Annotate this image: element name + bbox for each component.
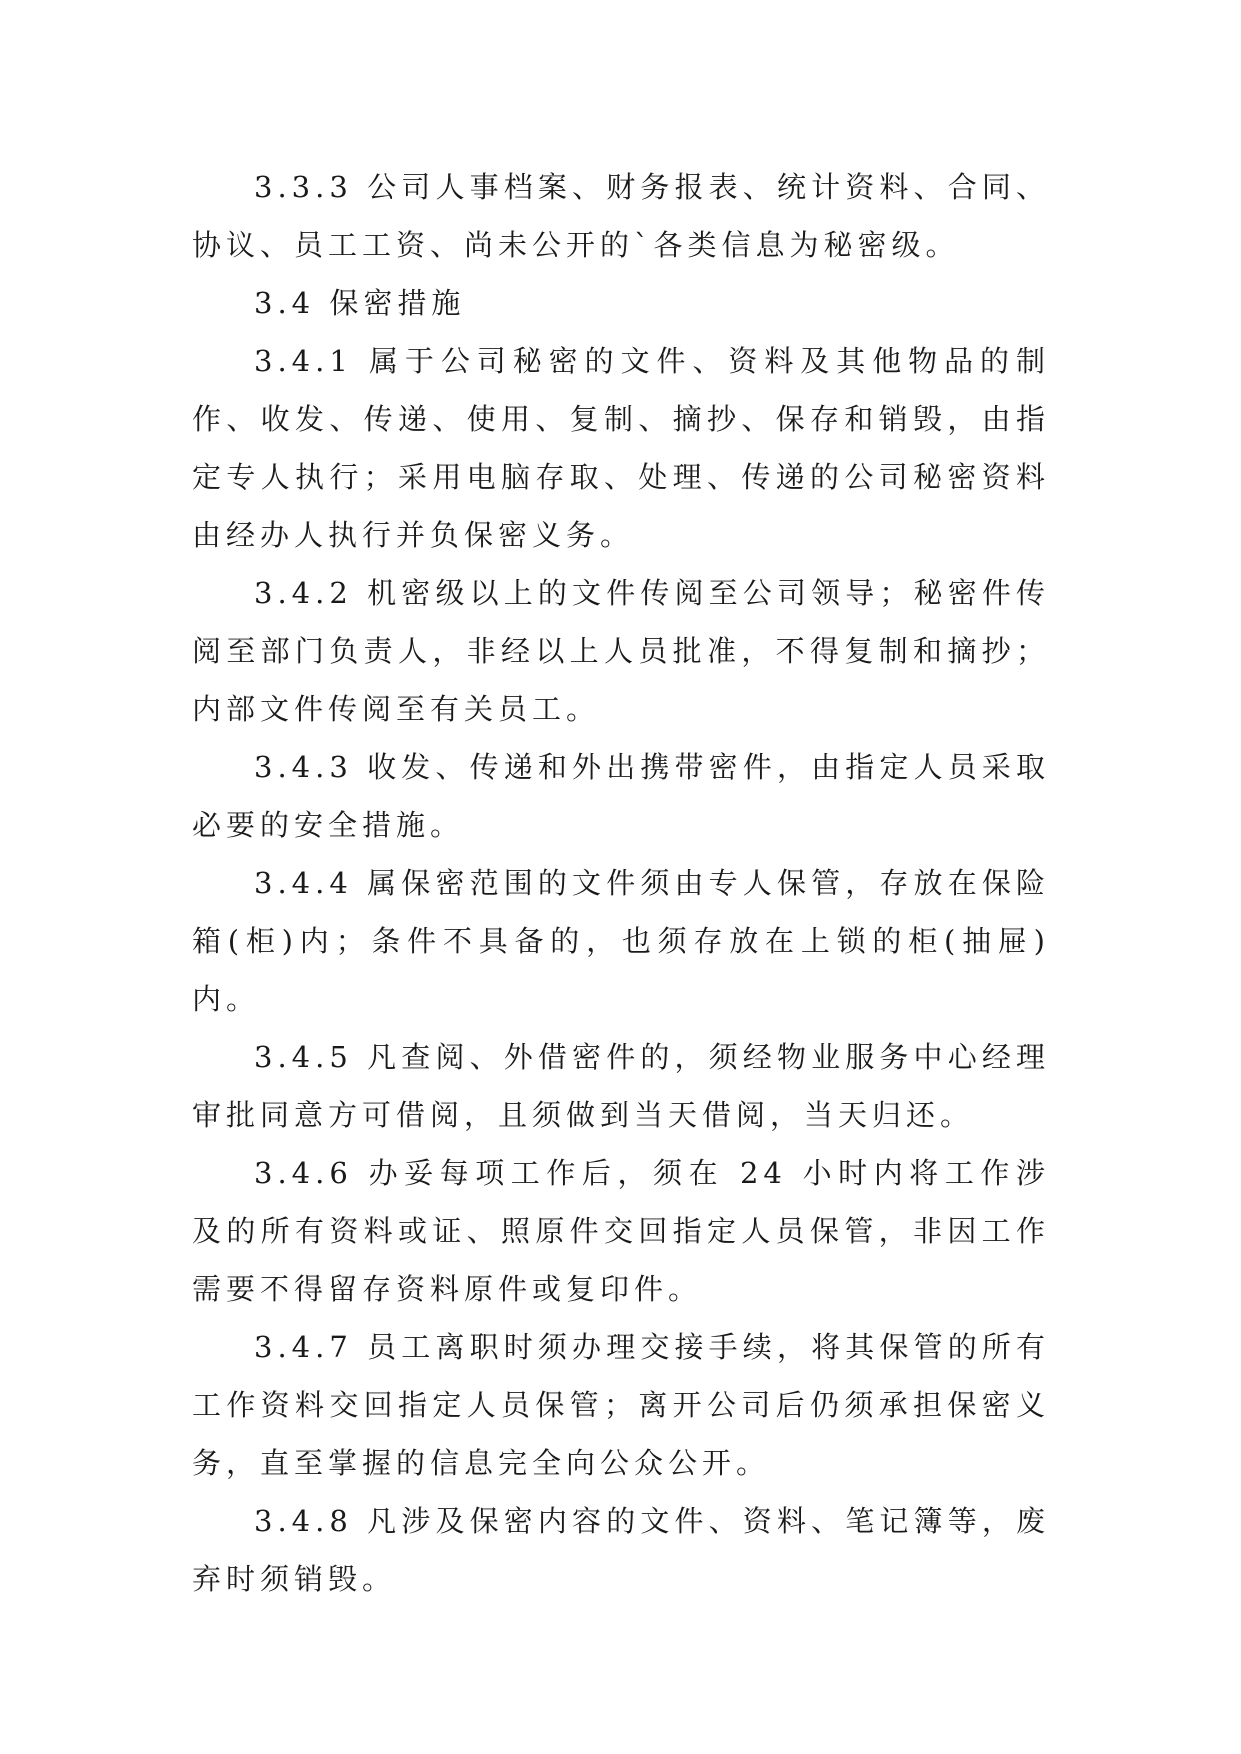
heading-3-4-confidentiality-measures: 3.4 保密措施 <box>254 286 466 320</box>
paragraph-3-4-8: 3.4.8 凡涉及保密内容的文件、资料、笔记簿等，废弃时须销毁。 <box>192 1504 1050 1596</box>
paragraph-3-4-1: 3.4.1 属于公司秘密的文件、资料及其他物品的制作、收发、传递、使用、复制、摘抄、保存和销毁，由指定专人执行；采用电脑存取、处理、传递的公司秘密资料由经办人执行并负保密义务。 <box>192 344 1050 552</box>
paragraph-3-4-6: 3.4.6 办妥每项工作后，须在 24 小时内将工作涉及的所有资料或证、照原件交回指定人员保管，非因工作需要不得留存资料原件或复印件。 <box>192 1156 1050 1306</box>
paragraph-3-3-3: 3.3.3 公司人事档案、财务报表、统计资料、合同、协议、员工工资、尚未公开的`各类信息为秘密级。 <box>192 170 1050 262</box>
paragraph-3-4-3: 3.4.3 收发、传递和外出携带密件，由指定人员采取必要的安全措施。 <box>192 750 1050 842</box>
document-body <box>192 158 1050 1608</box>
paragraph-3-4-4: 3.4.4 属保密范围的文件须由专人保管，存放在保险箱(柜)内；条件不具备的，也须存放在上锁的柜(抽屉)内。 <box>192 866 1050 1016</box>
paragraph-3-4-5: 3.4.5 凡查阅、外借密件的，须经物业服务中心经理审批同意方可借阅，且须做到当天借阅，当天归还。 <box>192 1040 1050 1132</box>
paragraph-3-4-7: 3.4.7 员工离职时须办理交接手续，将其保管的所有工作资料交回指定人员保管；离开公司后仍须承担保密义务，直至掌握的信息完全向公众公开。 <box>192 1330 1050 1480</box>
paragraph-3-4-2: 3.4.2 机密级以上的文件传阅至公司领导；秘密件传阅至部门负责人，非经以上人员批准，不得复制和摘抄；内部文件传阅至有关员工。 <box>192 576 1050 726</box>
